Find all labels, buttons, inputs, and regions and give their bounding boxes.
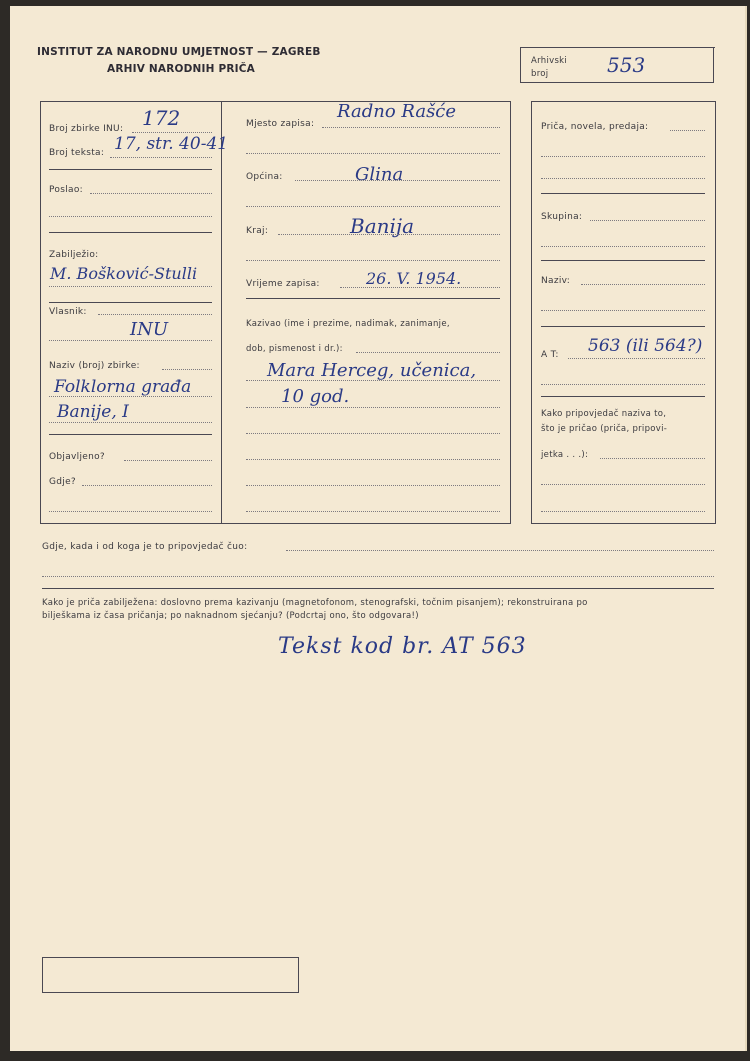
text-number-value: 17, str. 40-41 <box>114 134 229 154</box>
narrator-label-1: Kazivao (ime i prezime, nadimak, zanimanje, <box>246 319 450 329</box>
name-label: Naziv: <box>541 276 571 286</box>
collection-number-label: Broj zbirke INU: <box>49 124 124 134</box>
at-value: 563 (ili 564?) <box>588 336 703 356</box>
collection-number-value: 172 <box>142 106 181 130</box>
archive-number-label-2: broj <box>531 69 549 79</box>
right-column <box>531 101 716 524</box>
region-value: Banija <box>350 214 415 238</box>
at-label: A T: <box>541 350 559 360</box>
owner-value: INU <box>130 319 169 340</box>
handwritten-note: Tekst kod br. AT 563 <box>278 634 527 659</box>
date-label: Vrijeme zapisa: <box>246 279 320 289</box>
narrator-term-label-3: jetka . . .): <box>541 450 589 460</box>
where-label: Gdje? <box>49 477 77 487</box>
collection-name-value-2: Banije, I <box>57 402 129 422</box>
narrator-term-label-2: što je pričao (priča, pripovi- <box>541 424 668 434</box>
municipality-label: Općina: <box>246 172 283 182</box>
municipality-value: Glina <box>355 164 404 185</box>
archive-name: ARHIV NARODNIH PRIČA <box>107 63 255 75</box>
recording-method-line-2: bilješkama iz časa pričanja; po naknadnom sjećanju? (Podcrtaj ono, što odgovara!) <box>42 611 419 621</box>
narrator-term-label-1: Kako pripovjedač naziva to, <box>541 409 667 419</box>
archive-card <box>10 6 747 1051</box>
recording-method-line-1: Kako je priča zabilježena: doslovno prema kazivanju (magnetofonom, stenografski, točnim pisanjem); rekonstruirana po <box>42 598 588 608</box>
archive-number-value: 553 <box>607 53 646 77</box>
recorded-by-value: M. Bošković-Stulli <box>50 264 198 283</box>
heard-from-label: Gdje, kada i od koga je to pripovjedač čuo: <box>42 542 248 552</box>
text-number-label: Broj teksta: <box>49 148 105 158</box>
published-label: Objavljeno? <box>49 452 105 462</box>
narrator-value-1: Mara Herceg, učenica, <box>267 360 477 381</box>
date-value: 26. V. 1954. <box>366 269 462 288</box>
narrator-value-2: 10 god. <box>281 386 350 407</box>
collection-name-label: Naziv (broj) zbirke: <box>49 361 140 371</box>
group-label: Skupina: <box>541 212 583 222</box>
recorded-by-label: Zabilježio: <box>49 250 99 260</box>
archive-number-label-1: Arhivski <box>531 56 568 66</box>
institute-name: INSTITUT ZA NARODNU UMJETNOST — ZAGREB <box>37 46 321 58</box>
blank-label-box <box>42 957 299 993</box>
owner-label: Vlasnik: <box>49 307 87 317</box>
collection-name-value-1: Folklorna građa <box>54 377 192 397</box>
narrator-label-2: dob, pismenost i dr.): <box>246 344 343 354</box>
place-label: Mjesto zapisa: <box>246 119 315 129</box>
region-label: Kraj: <box>246 226 269 236</box>
place-value: Radno Rašće <box>337 101 457 122</box>
sent-by-label: Poslao: <box>49 185 83 195</box>
genre-label: Priča, novela, predaja: <box>541 122 649 132</box>
